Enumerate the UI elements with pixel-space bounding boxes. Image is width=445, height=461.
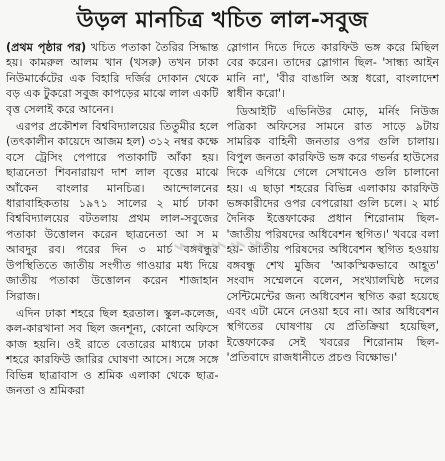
article-body [6, 40, 439, 460]
right-paragraph-1: স্লোগান দিতে দিতে কারফিউ ভঙ্গ করে মিছিল বের করেন। তাদের স্লোগান ছিল- 'সান্ধ্য আইন মানি না', 'বীর বাঙালি অস্ত্র ধরো, বাংলাদেশ স্বাধীন করো'। [226, 41, 439, 101]
left-paragraph-2: এরপর প্রকৌশল বিশ্ববিদ্যালয়ের তিতুমীর হলে (তৎকালীন কায়েদে আজম হল) ৩১২ নম্বর কক্ষে বসে ট্রেসিং পেপারে পতাকাটি আঁকা হয়। ছাত্রনেতা শিবনারায়ণ দাশ লাল বৃত্তের মাঝে আঁকেন বাংলার মানচিত্র। আন্দোলনের ধারাবাহিকতায় ১৯৭১ সালের ২ মার্চ ঢাকা বিশ্ববিদ্যালয়ের বটতলায় প্রথম লাল-সবুজের পতাকা উত্তোলন করেন ছাত্রনেতা আ স ম আবদুর রব। পরের দিন ৩ মার্চ বঙ্গবন্ধুর উপস্থিতিতে জাতীয় সংগীত গাওয়ার মধ্য দিয়ে জাতীয় পতাকা উত্তোলন করেন শাজাহান সিরাজ। [6, 120, 219, 303]
left-paragraph-3: এদিন ঢাকা শহরে ছিল হরতাল। স্কুল-কলেজ, কল-কারখানা সব ছিল জনশূন্য, কোনো অফিসে কাজ হয়নি। ওই রাতে বেতারের মাধ্যমে ঢাকা শহরে কারফিউ জারির ঘোষণা আসে। সঙ্গে সঙ্গে বিভিন্ন ছাত্রাবাস ও শ্রমিক এলাকা থেকে ছাত্র-জনতা ও শ্রমিকরা [6, 306, 219, 397]
faded-watermark: ⌁⌁⌁⌁⌁ [172, 226, 268, 263]
left-paragraph-1-text: খচিত পতাকা তৈরির সিদ্ধান্ত হয়। কামরুল আলম খান (খসরু) তখন ঢাকা নিউমার্কেটের এক বিহারি দর্জির দোকান থেকে বড় এক টুকরো সবুজ কাপড়ের মাঝে লাল একটি বৃত্ত সেলাই করে আনেন। [6, 41, 219, 116]
continued-label: (প্রথম পৃষ্ঠার পর) [6, 41, 87, 54]
article-headline: উড়ল মানচিত্র খচিত লাল-সবুজ [76, 8, 369, 33]
right-column [227, 40, 440, 460]
left-paragraph-1 [6, 40, 219, 117]
right-paragraph-2: ডিআইটি এভিনিউর মোড়, মর্নিং নিউজ পত্রিকা অফিসের সামনে রাত সাড়ে ৯টায় সামরিক বাহিনী জনতার ওপর গুলি চালায়। বিপুল জনতা কারফিউ ভঙ্গ করে গভর্নর হাউসের দিকে এগিয়ে গেলে সেখানেও গুলি চালানো হয়। এ ছাড়া শহরের বিভিন্ন এলাকায় কারফিউ ভঙ্গকারীদের ওপর বেপরোয়া গুলি চলে। ২ মার্চ দৈনিক ইত্তেফাকের প্রধান শিরোনাম ছিল- 'জাতীয় পরিষদের অধিবেশন স্থগিত।' খবরে বলা হয়- জাতীয় পরিষদের অধিবেশন স্থগিত হওয়ায় বঙ্গবন্ধু শেখ মুজিব 'আকস্মিকভাবে আহূত' সংবাদ সম্মেলনে বলেন, সংখ্যালঘিষ্ঠ দলের সেন্টিমেন্টের জন্য অধিবেশন স্থগিত করা হয়েছে এবং এটা মেনে নেওয়া হবে না। আর অধিবেশন স্থগিতের ঘোষণায় যে প্রতিক্রিয়া হয়েছিল, ইত্তেফাকের সেই খবরের শিরোনাম ছিল- 'প্রতিবাদে রাজধানীতে প্রচণ্ড বিক্ষোভ।' [226, 104, 439, 365]
left-column [6, 40, 219, 460]
